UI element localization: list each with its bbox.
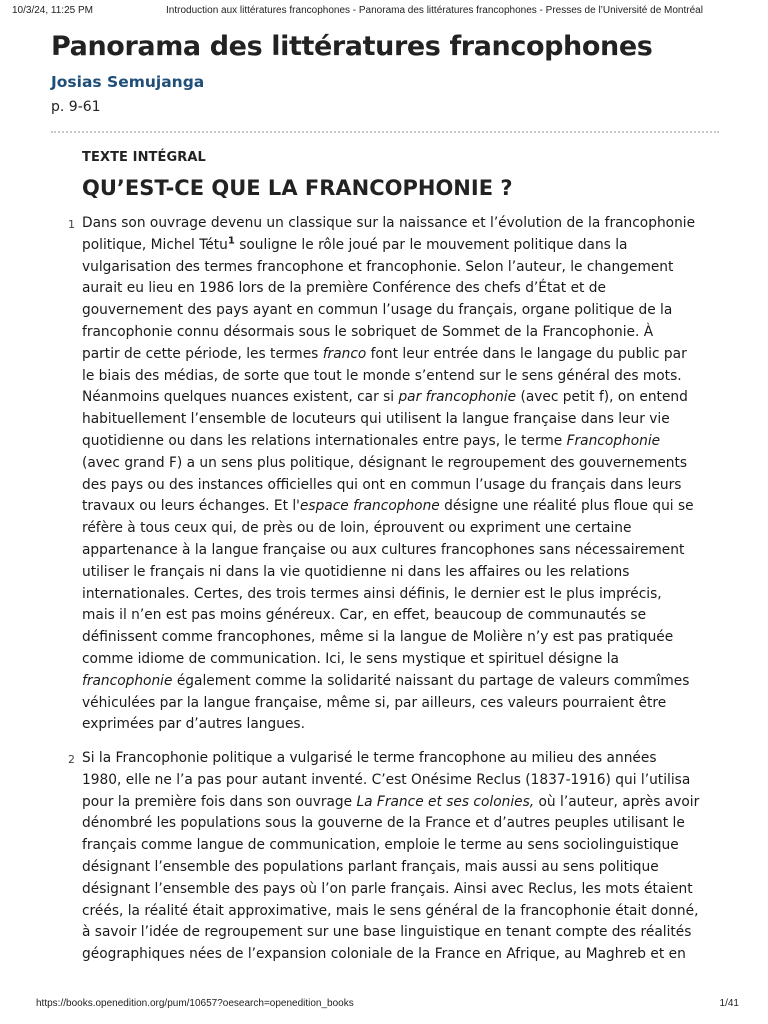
text-line: francophonie également comme la solidarité naissant du partage de valeurs commîmes bbox=[82, 672, 690, 689]
text-line: utiliser le français ni dans la vie quotidienne ni dans les affaires ou les relations bbox=[82, 563, 630, 580]
text-line: pour la première fois dans son ouvrage La France et ses colonies, où l’auteur, après avoir bbox=[82, 793, 700, 810]
text-line: partir de cette période, les termes franco font leur entrée dans le langage du public par bbox=[82, 345, 687, 362]
text-line: créés, la réalité était approximative, mais le sens général de la francophonie était donné, bbox=[82, 902, 699, 919]
text-line: comme idiome de communication. Ici, le sens mystique et spirituel désigne la bbox=[82, 650, 619, 667]
text-line: désignant l’ensemble des pays où l’on parle français. Ainsi avec Reclus, les mots étaient bbox=[82, 880, 693, 897]
text-line: véhiculées par la langue française, même si, par ailleurs, ces valeurs pourraient être bbox=[82, 694, 667, 711]
text-line: travaux ou leurs échanges. Et l'espace francophone désigne une réalité plus floue qui se bbox=[82, 498, 694, 515]
print-page-counter: 1/41 bbox=[719, 998, 739, 1009]
print-footer bbox=[0, 995, 768, 1015]
text-line: 1980, elle ne l’a pas pour autant inventé. C’est Onésime Reclus (1837-1916) qui l’utilisa bbox=[82, 771, 691, 788]
book-title: Panorama des littératures francophones bbox=[51, 31, 653, 62]
author-link[interactable]: Josias Semujanga bbox=[51, 73, 205, 91]
print-header bbox=[0, 0, 768, 20]
text-line: (avec grand F) a un sens plus politique, désignant le regroupement des gouvernements bbox=[82, 454, 688, 471]
text-line: vulgarisation des termes francophone et francophonie. Selon l’auteur, le changement bbox=[82, 258, 674, 275]
page-range: p. 9-61 bbox=[51, 99, 101, 115]
print-timestamp: 10/3/24, 11:25 PM bbox=[12, 5, 93, 16]
text-line: appartenance à la langue française ou aux cultures francophones sans nécessairement bbox=[82, 541, 685, 558]
text-line: à savoir l’idée de regroupement sur une base linguistique en tenant compte des réalités bbox=[82, 924, 692, 941]
text-line: le biais des médias, de sorte que tout le monde s’entend sur le sens général des mots. bbox=[82, 367, 682, 384]
text-line: aurait eu lieu en 1986 lors de la première Conférence des chefs d’État et de bbox=[82, 280, 606, 297]
text-line: politique, Michel Tétu$^1$ souligne le rôle joué par le mouvement politique dans la bbox=[82, 235, 628, 253]
section-label: TEXTE INTÉGRAL bbox=[82, 150, 206, 165]
text-line: habituellement l’ensemble de locuteurs qui utilisent la langue française dans leur vie bbox=[82, 411, 670, 428]
text-line: gouvernement des pays ayant en commun l’usage du français, organe politique de la bbox=[82, 302, 673, 319]
text-line: français comme langue de communication, emploie le terme au sens sociolinguistique bbox=[82, 837, 679, 854]
print-document-title: Introduction aux littératures francophones - Panorama des littératures francophones - Presses de l’Université de Montréal bbox=[166, 5, 703, 16]
print-url: https://books.openedition.org/pum/10657?oesearch=openedition_books bbox=[36, 998, 354, 1009]
text-line: mais il n’en est pas moins généreux. Car, en effet, beaucoup de communautés se bbox=[82, 607, 647, 624]
footnote-ref-link[interactable]: 1 bbox=[227, 235, 235, 247]
text-line: dénombré les populations sous la gouverne de la France et d’autres peuples utilisant le bbox=[82, 815, 685, 832]
paragraph-1 bbox=[68, 213, 732, 736]
text-line: des pays ou des instances officielles qui ont en commun l’usage du français dans leurs bbox=[82, 476, 682, 493]
text-line: réfère à tous ceux qui, de près ou de loin, éprouvent ou expriment une certaine bbox=[82, 520, 632, 537]
paragraph-number: 1 bbox=[68, 218, 75, 231]
text-line: Néanmoins quelques nuances existent, car si par francophonie (avec petit f), on entend bbox=[82, 389, 688, 406]
text-line: Si la Francophonie politique a vulgarisé le terme francophone au milieu des années bbox=[82, 750, 657, 766]
paragraph-2 bbox=[68, 748, 732, 966]
text-line: définissent comme francophones, même si la langue de Molière n’y est pas pratiquée bbox=[82, 629, 674, 646]
paragraph-number: 2 bbox=[68, 753, 75, 766]
text-line: désignant l’ensemble des populations parlant français, mais aussi au sens politique bbox=[82, 858, 659, 875]
chapter-title: QU’EST-CE QUE LA FRANCOPHONIE ? bbox=[82, 176, 513, 200]
text-line: exprimées par d’autres langues. bbox=[82, 716, 305, 733]
text-line: internationales. Certes, des trois termes ainsi définis, le dernier est le plus imprécis, bbox=[82, 585, 662, 602]
text-line: quotidienne ou dans les relations internationales entre pays, le terme Francophonie bbox=[82, 432, 661, 449]
text-line: géographiques nées de l’expansion coloniale de la France en Afrique, au Maghreb et en bbox=[82, 946, 686, 963]
text-line: Dans son ouvrage devenu un classique sur la naissance et l’évolution de la francophonie bbox=[82, 215, 696, 231]
text-line: francophonie connu désormais sous le sobriquet de Sommet de la Francophonie. À bbox=[82, 323, 654, 340]
dotted-divider bbox=[51, 131, 719, 133]
